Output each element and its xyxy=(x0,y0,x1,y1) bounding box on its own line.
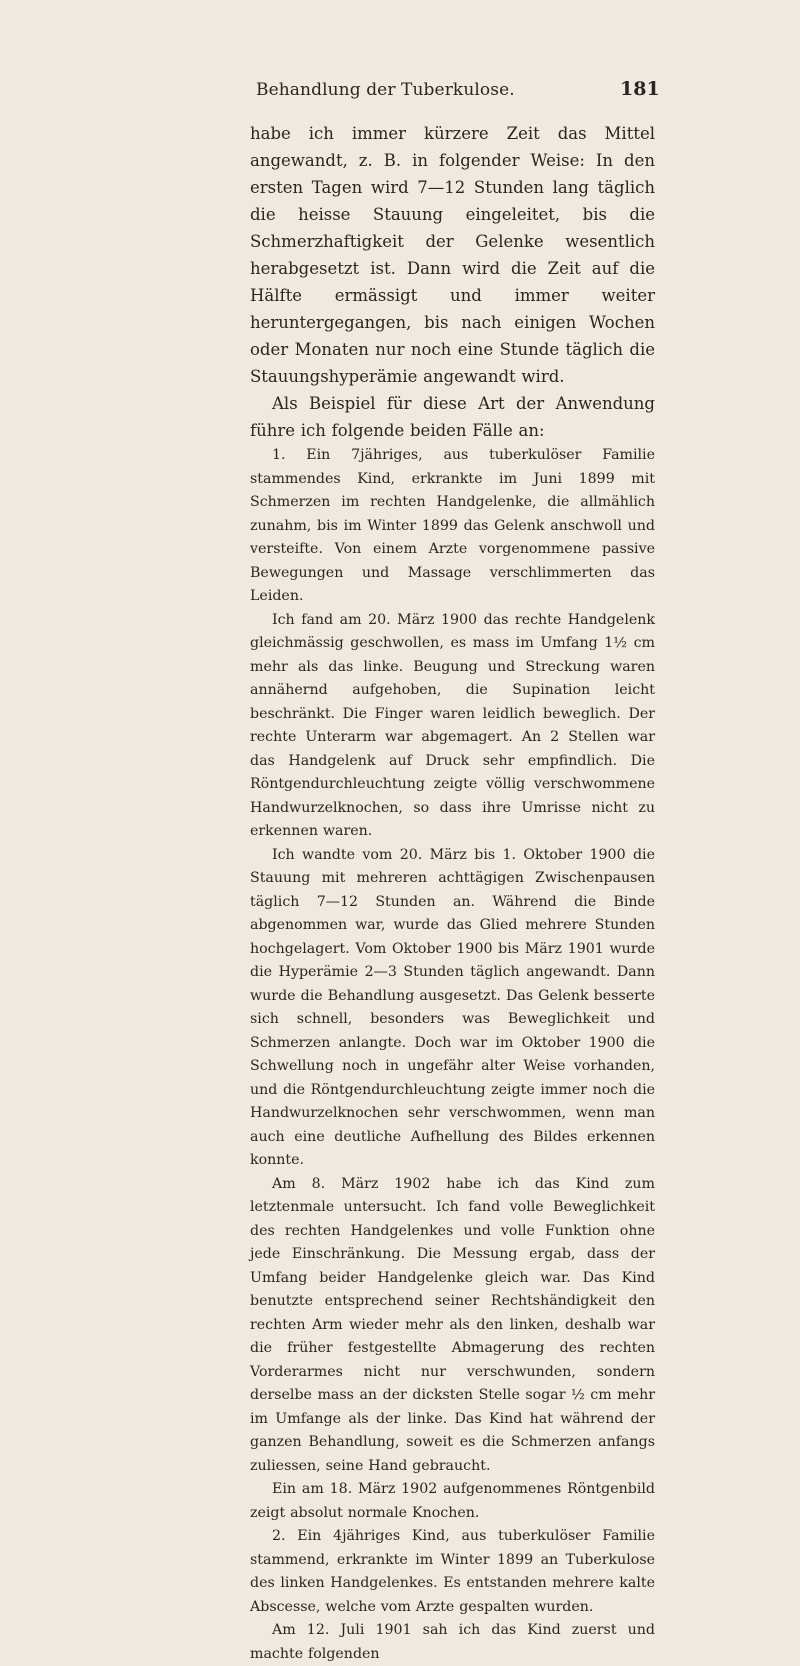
running-title: Behandlung der Tuberkulose. xyxy=(256,80,515,100)
page-header xyxy=(0,80,800,110)
case-1-paragraph-1: 1. Ein 7jähriges, aus tuberkulöser Familie stammendes Kind, erkrankte im Juni 1899 mit Schmerzen im rechten Handgelenke, die allmählich zunahm, bis im Winter 1899 das Gelenk anschwoll und versteifte. Von einem Arzte vorgenommene passive Bewegungen und Massage verschlimmerten das Leiden. xyxy=(250,447,655,604)
case-1-paragraph-5: Ein am 18. März 1902 aufgenommenes Röntgenbild zeigt absolut normale Knochen. xyxy=(250,1481,655,1521)
case-1-paragraph-2: Ich fand am 20. März 1900 das rechte Handgelenk gleichmässig geschwollen, es mass im Umfang 1½ cm mehr als das linke. Beugung und Streckung waren annähernd aufgehoben, die Supination leicht beschränkt. Die Finger waren leidlich beweglich. Der rechte Unterarm war abgemagert. An 2 Stellen war das Handgelenk auf Druck sehr empfindlich. Die Röntgendurchleuchtung zeigte völlig verschwommene Handwurzelknochen, so dass ihre Umrisse nicht zu erkennen waren. xyxy=(250,611,655,839)
case-1-paragraph-3: Ich wandte vom 20. März bis 1. Oktober 1900 die Stauung mit mehreren achttägigen Zwischenpausen täglich 7—12 Stunden an. Während die Binde abgenommen war, wurde das Glied mehrere Stunden hochgelagert. Vom Oktober 1900 bis März 1901 wurde die Hyperämie 2—3 Stunden täglich angewandt. Dann wurde die Behandlung ausgesetzt. Das Gelenk besserte sich schnell, besonders was Beweglichkeit und Schmerzen anlangte. Doch war im Oktober 1900 die Schwellung noch in ungefähr alter Weise vorhanden, und die Röntgendurchleuchtung zeigte immer noch die Handwurzelknochen sehr verschwommen, wenn man auch eine deutliche Aufhellung des Bildes erkennen konnte. xyxy=(250,846,655,1168)
intro-paragraph-1: habe ich immer kürzere Zeit das Mittel angewandt, z. B. in folgender Weise: In den ersten Tagen wird 7—12 Stunden lang täglich die heisse Stauung eingeleitet, bis die Schmerzhaftigkeit der Gelenke wesentlich herabgesetzt ist. Dann wird die Zeit auf die Hälfte ermässigt und immer weiter heruntergegangen, bis nach einigen Wochen oder Monaten nur noch eine Stunde täglich die Stauungshyperämie angewandt wird. xyxy=(250,124,655,386)
page-number: 181 xyxy=(620,78,660,100)
case-2-paragraph-1: 2. Ein 4jähriges Kind, aus tuberkulöser Familie stammend, erkrankte im Winter 1899 an Tuberkulose des linken Handgelenkes. Es entstanden mehrere kalte Abscesse, welche vom Arzte gespalten wurden. xyxy=(250,1528,655,1615)
body-text xyxy=(250,120,655,1666)
case-2-paragraph-2: Am 12. Juli 1901 sah ich das Kind zuerst und machte folgenden xyxy=(250,1622,655,1662)
case-1-paragraph-4: Am 8. März 1902 habe ich das Kind zum letztenmale untersucht. Ich fand volle Beweglichkeit des rechten Handgelenkes und volle Funktion ohne jede Einschränkung. Die Messung ergab, dass der Umfang beider Handgelenke gleich war. Das Kind benutzte entsprechend seiner Rechtshändigkeit den rechten Arm wieder mehr als den linken, deshalb war die früher festgestellte Abmagerung des rechten Vorderarmes nicht nur verschwunden, sondern derselbe mass an der dicksten Stelle sogar ½ cm mehr im Umfange als der linke. Das Kind hat während der ganzen Behandlung, soweit es die Schmerzen anfangs zuliessen, seine Hand gebraucht. xyxy=(250,1175,655,1474)
intro-paragraph-2: Als Beispiel für diese Art der Anwendung führe ich folgende beiden Fälle an: xyxy=(250,394,655,440)
